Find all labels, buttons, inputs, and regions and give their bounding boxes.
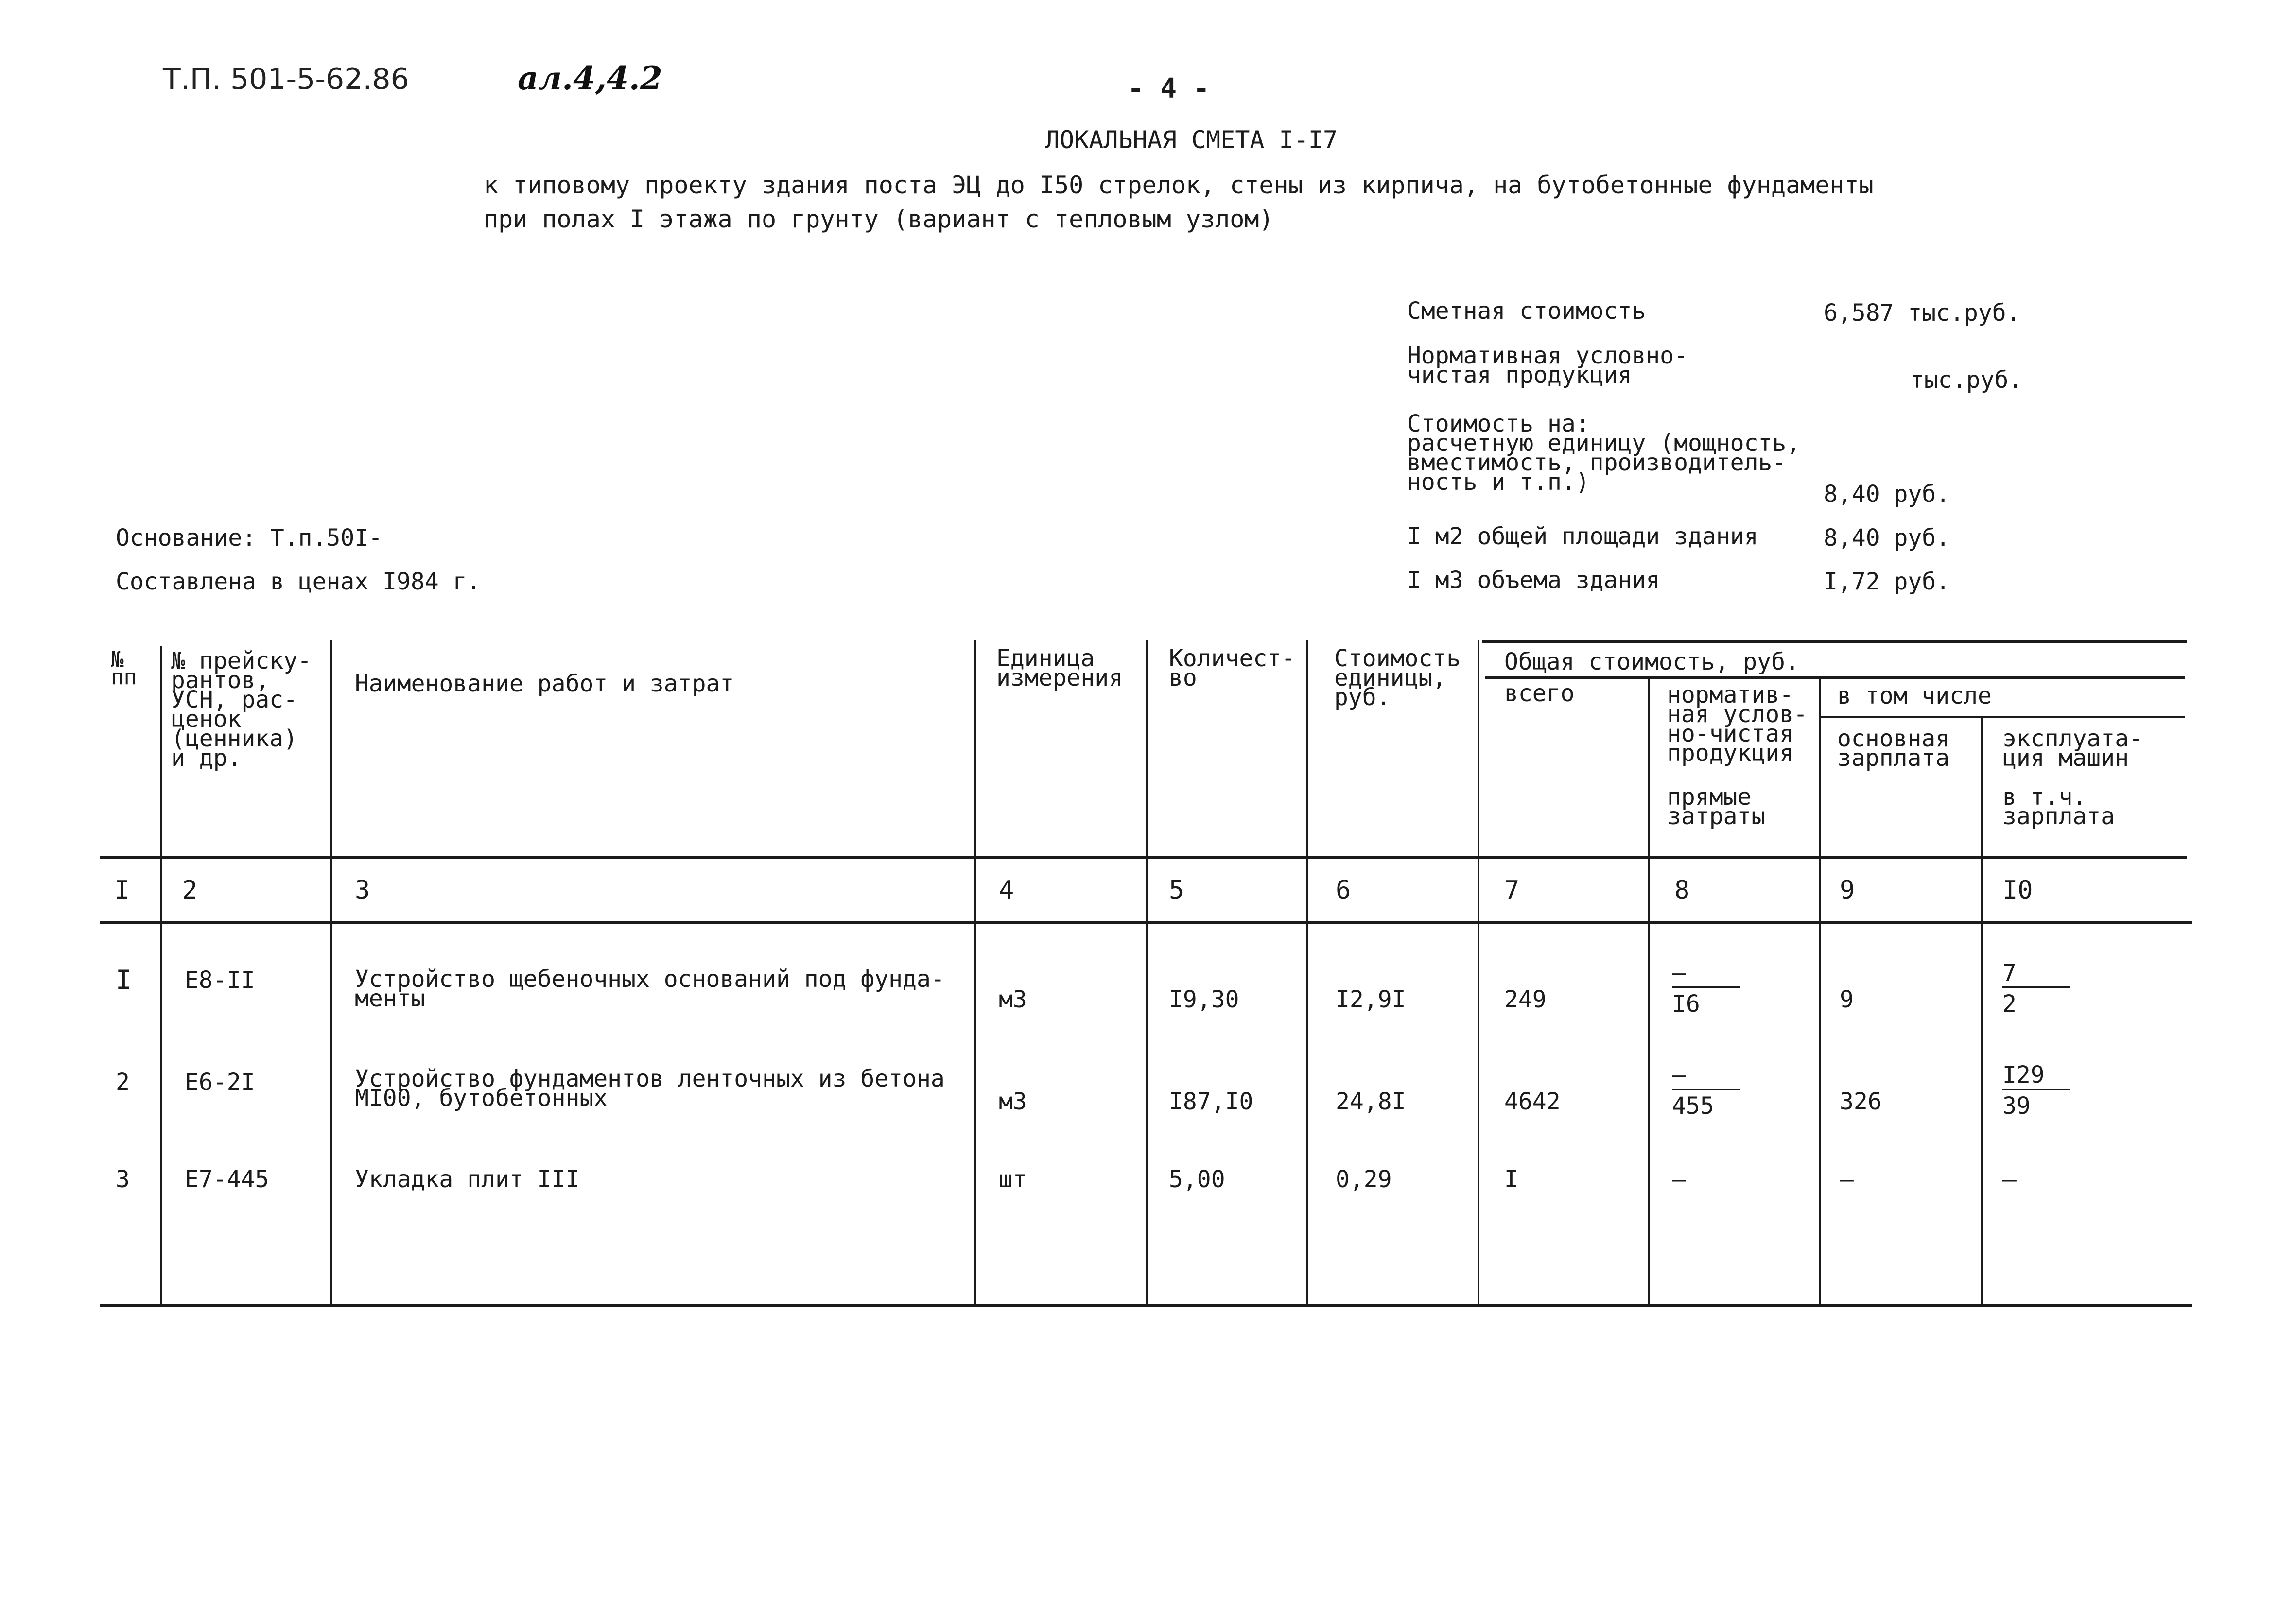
- document-subtitle-line-2: при полах I этажа по грунту (вариант с тепловым узлом): [484, 205, 1274, 233]
- table-col-divider-8: [1819, 678, 1821, 1306]
- row3-normative: –: [1672, 1166, 1686, 1193]
- header-unit: Единица измерения: [996, 645, 1123, 691]
- row1-number: I: [116, 965, 132, 995]
- col-number-10: I0: [2002, 876, 2033, 905]
- col-number-3: 3: [355, 876, 370, 905]
- table-header-bottom-rule: [100, 856, 2187, 859]
- row1-total: 249: [1504, 986, 1547, 1013]
- row2-machine-operation: I29: [2002, 1061, 2045, 1089]
- header-total: всего: [1504, 680, 1575, 707]
- row3-work-name: Укладка плит III: [355, 1166, 580, 1193]
- header-machine-salary: в т.ч. зарплата: [2002, 783, 2115, 830]
- header-normative-product: норматив- ная услов- но-чистая продукция: [1667, 681, 1808, 767]
- table-top-rule: [1482, 640, 2187, 643]
- table-col-divider-2: [330, 640, 332, 1306]
- row3-number: 3: [116, 1166, 130, 1193]
- row1-normative-fraction: [1672, 959, 1740, 1018]
- table-col-divider-5: [1306, 640, 1308, 1306]
- prices-year-text: Составлена в ценах I984 г.: [116, 568, 481, 595]
- estimated-cost-label: Сметная стоимость: [1407, 297, 1646, 325]
- row3-unit-cost: 0,29: [1336, 1166, 1392, 1193]
- fraction-bar: [1672, 1089, 1740, 1090]
- header-work-name: Наименование работ и затрат: [355, 670, 734, 697]
- header-including-group: в том числе: [1837, 682, 1992, 709]
- basis-text: Основание: Т.п.50I-: [116, 524, 383, 552]
- cost-per-m2-value: 8,40 руб.: [1824, 524, 1950, 552]
- row1-machine-operation: 7: [2002, 959, 2017, 986]
- header-machine-operation: эксплуата- ция машин: [2002, 725, 2143, 772]
- row1-normative-value: –: [1672, 959, 1686, 986]
- col-number-1: I: [114, 876, 130, 905]
- normative-product-value: тыс.руб.: [1910, 366, 2023, 394]
- col-number-6: 6: [1336, 876, 1351, 905]
- col-number-9: 9: [1840, 876, 1855, 905]
- cost-per-unit-value: 8,40 руб.: [1824, 481, 1950, 508]
- row2-number: 2: [116, 1069, 130, 1096]
- cost-per-m2-label: I м2 общей площади здания: [1407, 523, 1758, 550]
- cost-per-m3-label: I м3 объема здания: [1407, 567, 1660, 594]
- page-number: - 4 -: [1128, 73, 1210, 104]
- row3-unit: шт: [999, 1166, 1027, 1193]
- table-incl-subheader-rule: [1820, 716, 2185, 718]
- row1-base-salary: 9: [1840, 986, 1854, 1013]
- fraction-bar: [1672, 986, 1740, 988]
- table-col-divider-6: [1478, 640, 1479, 1306]
- normative-product-label: Нормативная условно- чистая продукция: [1407, 342, 1688, 389]
- header-row-number: № пп: [111, 647, 137, 690]
- handwritten-album-reference: ал.4,4.2: [518, 59, 662, 97]
- row2-code: Е6-2I: [185, 1069, 255, 1096]
- col-number-2: 2: [182, 876, 198, 905]
- row2-machines-fraction: [2002, 1061, 2070, 1120]
- row3-quantity: 5,00: [1169, 1166, 1225, 1193]
- row1-quantity: I9,30: [1169, 986, 1239, 1013]
- row2-normative-fraction: [1672, 1061, 1740, 1120]
- row2-quantity: I87,I0: [1169, 1088, 1253, 1115]
- table-col-divider-9: [1981, 717, 1983, 1306]
- row1-machines-fraction: [2002, 959, 2070, 1018]
- cost-per-unit-label: Стоимость на: расчетную единицу (мощность, вместимость, производитель- ность и т.п.): [1407, 410, 1801, 496]
- table-col-divider-1: [160, 646, 162, 1306]
- row3-machine-operation: –: [2002, 1166, 2017, 1193]
- row2-unit-cost: 24,8I: [1336, 1088, 1406, 1115]
- row1-machine-salary: 2: [2002, 990, 2017, 1018]
- estimated-cost-value: 6,587 тыс.руб.: [1824, 299, 2020, 327]
- row2-direct-costs: 455: [1672, 1092, 1714, 1120]
- row1-unit: м3: [999, 986, 1027, 1013]
- row2-machine-salary: 39: [2002, 1092, 2031, 1120]
- table-col-divider-3: [974, 640, 976, 1306]
- table-total-subheader-rule: [1485, 676, 2185, 679]
- row2-unit: м3: [999, 1088, 1027, 1115]
- handwritten-project-reference: Т.П. 501-5-62.86: [163, 62, 409, 96]
- row1-unit-cost: I2,9I: [1336, 986, 1406, 1013]
- col-number-8: 8: [1674, 876, 1690, 905]
- row2-base-salary: 326: [1840, 1088, 1882, 1115]
- header-direct-costs: прямые затраты: [1667, 783, 1766, 830]
- row2-work-name: Устройство фундаментов ленточных из бетона МI00, бутобетонных: [355, 1065, 945, 1112]
- header-quantity: Количест- во: [1169, 645, 1296, 691]
- row2-normative-value: –: [1672, 1061, 1686, 1089]
- row1-direct-costs: I6: [1672, 990, 1700, 1018]
- row1-code: Е8-II: [185, 967, 255, 994]
- document-subtitle-line-1: к типовому проекту здания поста ЭЦ до I50 стрелок, стены из кирпича, на бутобетонные фундаменты: [484, 171, 1874, 199]
- row3-total: I: [1504, 1166, 1518, 1193]
- table-col-divider-7: [1648, 678, 1650, 1306]
- col-number-4: 4: [999, 876, 1014, 905]
- table-col-divider-4: [1146, 640, 1148, 1306]
- row1-work-name: Устройство щебеночных оснований под фунда- менты: [355, 966, 945, 1012]
- row2-total: 4642: [1504, 1088, 1561, 1115]
- fraction-bar: [2002, 986, 2070, 988]
- col-number-7: 7: [1504, 876, 1520, 905]
- col-number-5: 5: [1169, 876, 1184, 905]
- header-total-cost-group: Общая стоимость, руб.: [1504, 648, 1799, 675]
- document-title: ЛОКАЛЬНАЯ СМЕТА I-I7: [1045, 126, 1338, 154]
- fraction-bar: [2002, 1089, 2070, 1090]
- header-price-reference: № прейску- рантов, УСН, рас- ценок (ценника) и др.: [171, 647, 312, 772]
- header-base-salary: основная зарплата: [1837, 725, 1950, 772]
- cost-per-m3-value: I,72 руб.: [1824, 568, 1950, 595]
- row3-code: Е7-445: [185, 1166, 269, 1193]
- row3-base-salary: –: [1840, 1166, 1854, 1193]
- header-unit-cost: Стоимость единицы, руб.: [1334, 645, 1461, 711]
